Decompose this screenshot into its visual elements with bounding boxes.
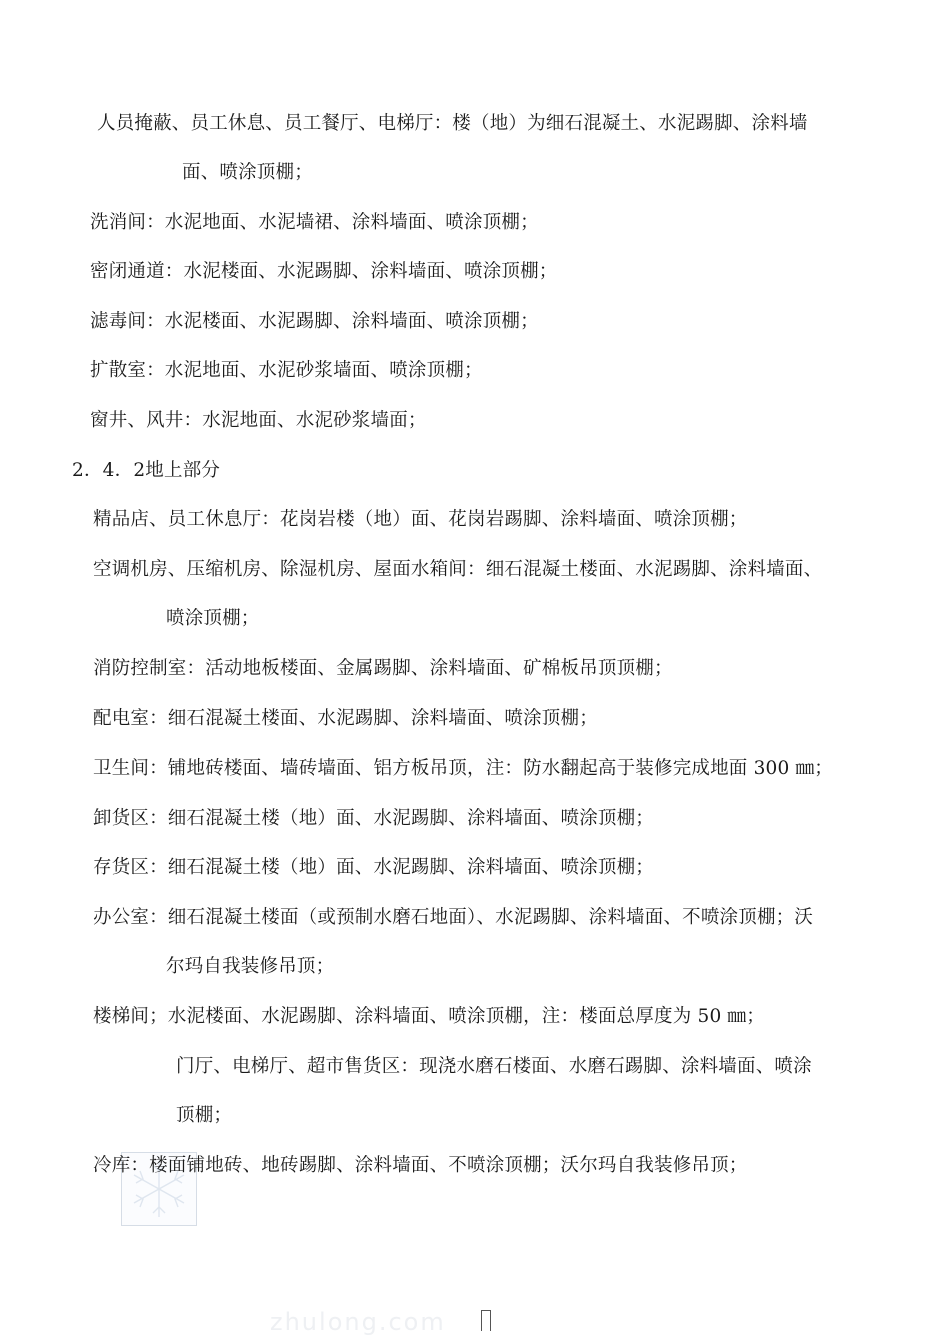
page-marker — [481, 1310, 491, 1331]
text-line-10: 空调机房、压缩机房、除湿机房、屋面水箱间：细石混凝土楼面、水泥踢脚、涂料墙面、 — [93, 559, 823, 580]
text-line-19: 楼梯间；水泥楼面、水泥踢脚、涂料墙面、喷涂顶棚，注：楼面总厚度为 50 ㎜； — [93, 1006, 765, 1027]
text-line-11: 喷涂顶棚； — [166, 608, 260, 629]
text-line-9: 精品店、员工休息厅：花岗岩楼（地）面、花岗岩踢脚、涂料墙面、喷涂顶棚； — [93, 509, 748, 530]
text-line-3: 洗消间：水泥地面、水泥墙裙、涂料墙面、喷涂顶棚； — [90, 212, 539, 233]
text-line-7: 窗井、风井：水泥地面、水泥砂浆墙面； — [90, 410, 427, 431]
text-line-17: 办公室：细石混凝土楼面（或预制水磨石地面）、水泥踢脚、涂料墙面、不喷涂顶棚；沃 — [93, 907, 814, 928]
text-line-5: 滤毒间：水泥楼面、水泥踢脚、涂料墙面、喷涂顶棚； — [90, 311, 539, 332]
footer-watermark-text: zhulong.com — [270, 1308, 446, 1336]
text-line-21: 顶棚； — [176, 1105, 233, 1126]
text-line-13: 配电室：细石混凝土楼面、水泥踢脚、涂料墙面、喷涂顶棚； — [93, 708, 598, 729]
text-line-14: 卫生间：铺地砖楼面、墙砖墙面、铝方板吊顶，注：防水翻起高于装修完成地面 300 ㎜； — [93, 758, 833, 779]
section-heading: 2．4．2地上部分 — [72, 460, 221, 481]
text-line-22: 冷库：楼面铺地砖、地砖踢脚、涂料墙面、不喷涂顶棚；沃尔玛自我装修吊顶； — [93, 1155, 748, 1176]
text-line-2: 面、喷涂顶棚； — [182, 162, 313, 183]
text-line-12: 消防控制室：活动地板楼面、金属踢脚、涂料墙面、矿棉板吊顶顶棚； — [93, 658, 673, 679]
text-line-16: 存货区：细石混凝土楼（地）面、水泥踢脚、涂料墙面、喷涂顶棚； — [93, 857, 655, 878]
text-line-4: 密闭通道：水泥楼面、水泥踢脚、涂料墙面、喷涂顶棚； — [90, 261, 558, 282]
text-line-1: 人员掩蔽、员工休息、员工餐厅、电梯厅：楼（地）为细石混凝土、水泥踢脚、涂料墙 — [97, 113, 808, 134]
text-line-6: 扩散室：水泥地面、水泥砂浆墙面、喷涂顶棚； — [90, 360, 483, 381]
text-line-15: 卸货区：细石混凝土楼（地）面、水泥踢脚、涂料墙面、喷涂顶棚； — [93, 808, 655, 829]
text-line-18: 尔玛自我装修吊顶； — [166, 956, 335, 977]
text-line-20: 门厅、电梯厅、超市售货区：现浇水磨石楼面、水磨石踢脚、涂料墙面、喷涂 — [176, 1056, 812, 1077]
